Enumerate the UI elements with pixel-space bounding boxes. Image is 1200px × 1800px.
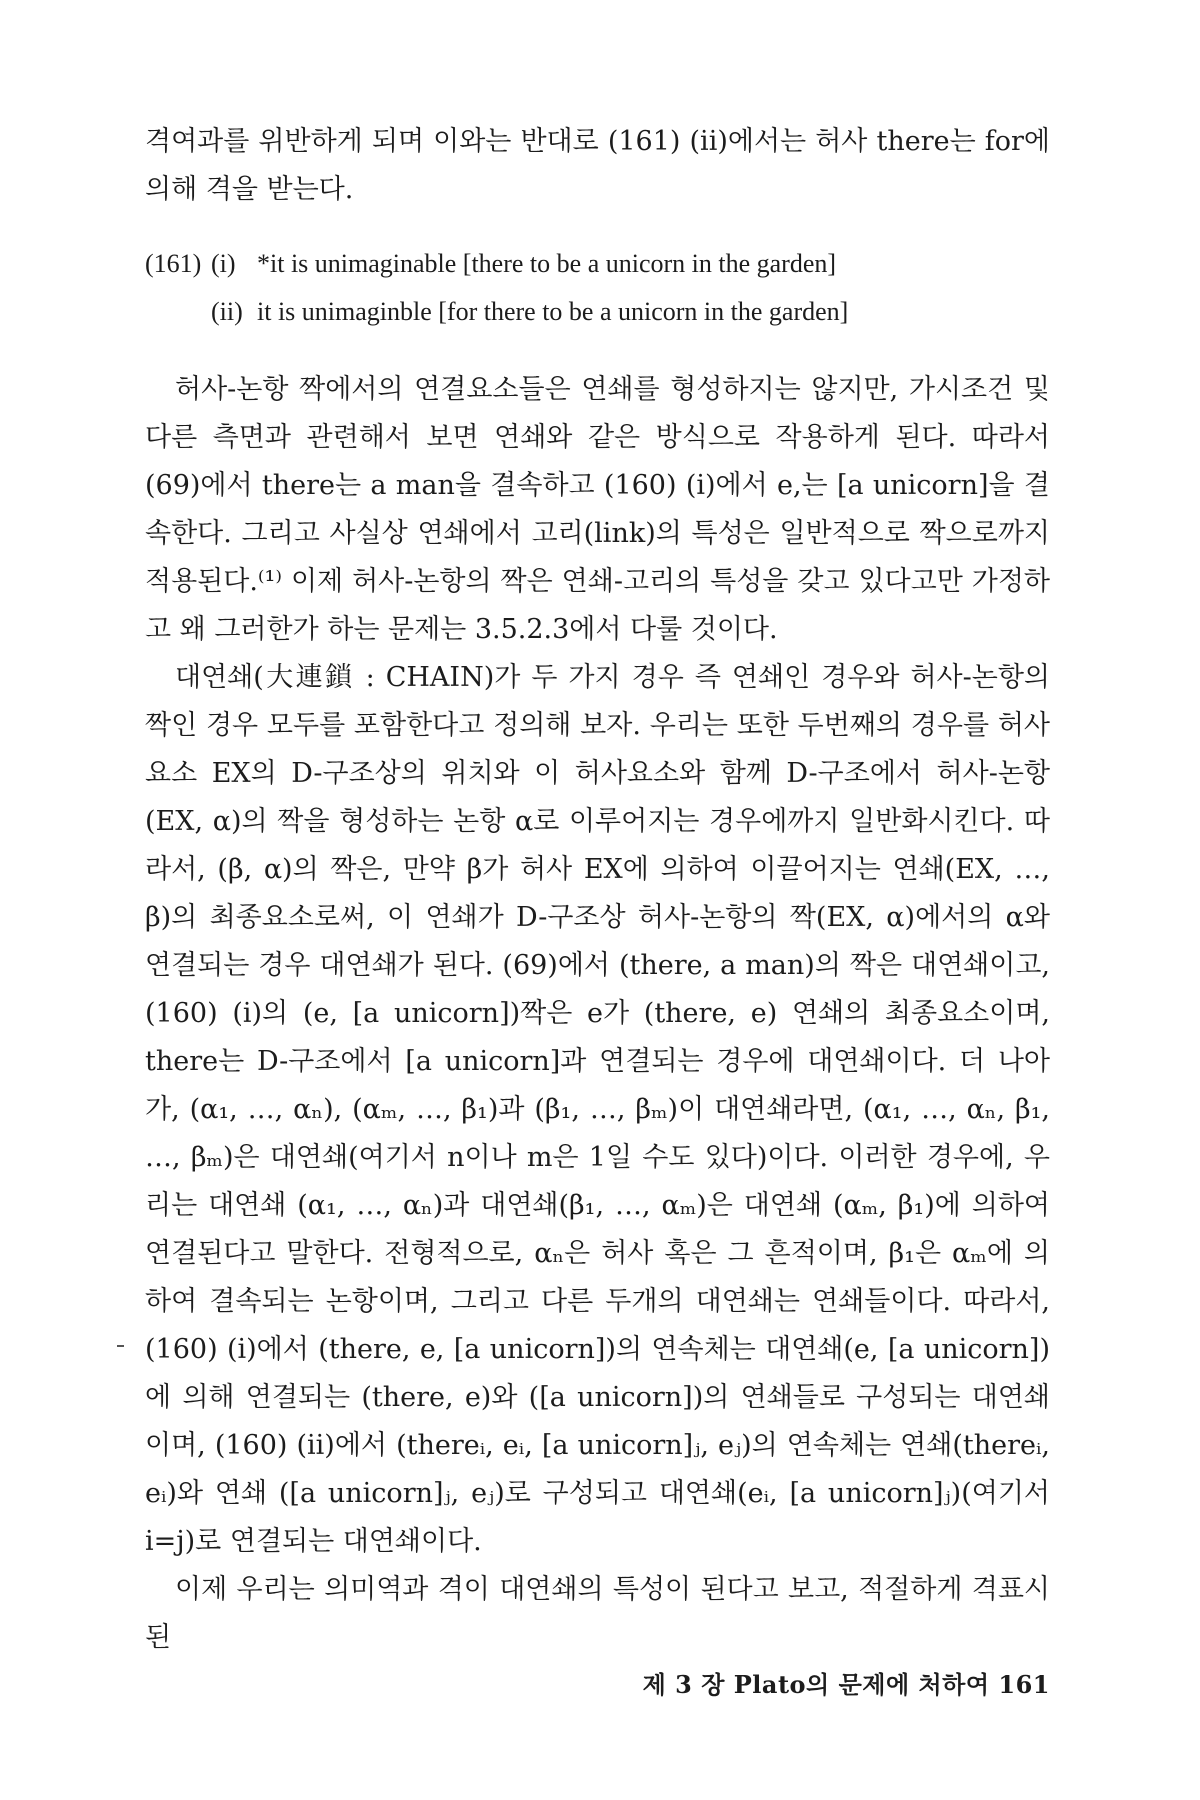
paragraph-4: 이제 우리는 의미역과 격이 대연쇄의 특성이 된다고 보고, 적절하게 격표시된: [145, 1574, 1050, 1653]
example-number-spacer: [145, 288, 211, 336]
running-footer: 제 3 장 Plato의 문제에 처하여 161: [642, 1670, 1050, 1699]
example-row-i: [145, 240, 1050, 288]
paragraph-1: 격여과를 위반하게 되며 이와는 반대로 (161) (ii)에서는 허사 there는 for에 의해 격을 받는다.: [145, 126, 1050, 205]
example-text-i: *it is unimaginable [there to be a unicorn in the garden]: [257, 249, 837, 278]
example-number: (161): [145, 249, 202, 278]
margin-mark: [117, 1345, 124, 1347]
example-161: [145, 240, 1050, 336]
example-label-i: (i): [211, 249, 236, 278]
paragraph-2: 허사-논항 짝에서의 연결요소들은 연쇄를 형성하지는 않지만, 가시조건 및 다른 측면과 관련해서 보면 연쇄와 같은 방식으로 작용하게 된다. 따라서 (69)에서 there는 a man을 결속하고 (160) (i)에서 e,는 [a unicorn]을 결속한다. 그리고 사실상 연쇄에서 고리(link)의 특성은 일반적으로 짝으로까지 적용된다.⁽¹⁾ 이제 허사-논항의 짝은 연쇄-고리의 특성을 갖고 있다고만 가정하고 왜 그러한가 하는 문제는 3.5.2.3에서 다룰 것이다.: [145, 374, 1050, 645]
page-body: [145, 118, 1050, 1662]
example-label-ii: (ii): [211, 297, 243, 326]
example-row-ii: [145, 288, 1050, 336]
example-text-ii: it is unimaginble [for there to be a unicorn in the garden]: [257, 297, 849, 326]
paragraph-3: 대연쇄(大連鎖 : CHAIN)가 두 가지 경우 즉 연쇄인 경우와 허사-논항의 짝인 경우 모두를 포함한다고 정의해 보자. 우리는 또한 두번째의 경우를 허사요소 EX의 D-구조상의 위치와 이 허사요소와 함께 D-구조에서 허사-논항(EX, α)의 짝을 형성하는 논항 α로 이루어지는 경우에까지 일반화시킨다. 따라서, (β, α)의 짝은, 만약 β가 허사 EX에 의하여 이끌어지는 연쇄(EX, …, β)의 최종요소로써, 이 연쇄가 D-구조상 허사-논항의 짝(EX, α)에서의 α와 연결되는 경우 대연쇄가 된다. (69)에서 (there, a man)의 짝은 대연쇄이고, (160) (i)의 (e, [a unicorn])짝은 e가 (there, e) 연쇄의 최종요소이며, there는 D-구조에서 [a unicorn]과 연결되는 경우에 대연쇄이다. 더 나아가, (α₁, …, αₙ), (αₘ, …, β₁)과 (β₁, …, βₘ)이 대연쇄라면, (α₁, …, αₙ, β₁, …, βₘ)은 대연쇄(여기서 n이나 m은 1일 수도 있다)이다. 이러한 경우에, 우리는 대연쇄 (α₁, …, αₙ)과 대연쇄(β₁, …, αₘ)은 대연쇄 (αₘ, β₁)에 의하여 연결된다고 말한다. 전형적으로, αₙ은 허사 혹은 그 흔적이며, β₁은 αₘ에 의하여 결속되는 논항이며, 그리고 다른 두개의 대연쇄는 연쇄들이다. 따라서, (160) (i)에서 (there, e, [a unicorn])의 연속체는 대연쇄(e, [a unicorn])에 의해 연결되는 (there, e)와 ([a unicorn])의 연쇄들로 구성되는 대연쇄이며, (160) (ii)에서 (thereᵢ, eᵢ, [a unicorn]ⱼ, eⱼ)의 연속체는 연쇄(thereᵢ, eᵢ)와 연쇄 ([a unicorn]ⱼ, eⱼ)로 구성되고 대연쇄(eᵢ, [a unicorn]ⱼ)(여기서 i=j)로 연결되는 대연쇄이다.: [145, 662, 1050, 1557]
